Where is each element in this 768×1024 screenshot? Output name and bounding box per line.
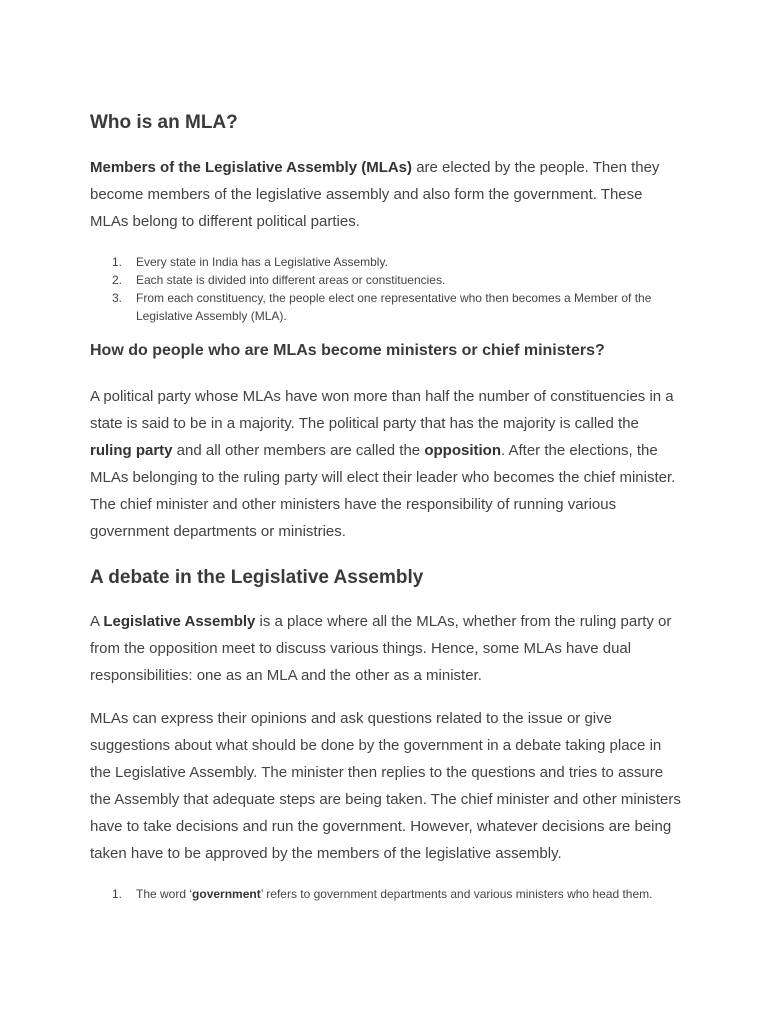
paragraph-text: A (90, 613, 104, 630)
heading-debate-legislative-assembly: A debate in the Legislative Assembly (90, 567, 424, 588)
heading-how-mlas-become-ministers: How do people who are MLAs become ministers or chief ministers? (90, 342, 605, 359)
paragraph-text: are elected by the people. Then they become members of the legislative assembly and also form the government. These MLAs belong to different political parties. (90, 159, 660, 230)
numbered-list-government-note (90, 885, 680, 903)
list-number: 2. (112, 273, 123, 287)
list-number: 1. (112, 255, 123, 269)
list-item-text: From each constituency, the people elect one representative who then becomes a Member of the Legislative Assembly (MLA). (136, 291, 652, 323)
bold-term-government: government (192, 887, 261, 901)
list-item-text: Each state is divided into different areas or constituencies. (136, 273, 446, 287)
bold-term-mlas: Members of the Legislative Assembly (MLAs) (90, 159, 413, 176)
paragraph-text: A political party whose MLAs have won more than half the number of constituencies in a state is said to be in a majority. The political party that has the majority is called the (90, 388, 674, 432)
list-item-text: The word ‘ (136, 887, 193, 901)
bold-term-opposition: opposition (424, 442, 501, 459)
paragraph-text: and all other members are called the (172, 442, 425, 459)
bold-term-ruling-party: ruling party (90, 442, 173, 459)
paragraph-ruling-party (90, 383, 682, 545)
list-item (90, 271, 680, 289)
list-item-text: ’ refers to government departments and various ministers who head them. (260, 887, 653, 901)
list-number: 1. (112, 887, 123, 901)
paragraph-text: . After the elections, the MLAs belonging to the ruling party will elect their leader who becomes the chief minister. The chief minister and other ministers have the responsibility of running various government departments or ministries. (90, 442, 676, 540)
numbered-list-assembly-facts (90, 253, 680, 325)
heading-who-is-mla: Who is an MLA? (90, 112, 238, 133)
bold-term-legislative-assembly: Legislative Assembly (103, 613, 256, 630)
list-item (90, 289, 680, 325)
list-item-text: Every state in India has a Legislative Assembly. (136, 255, 388, 269)
list-item (90, 885, 680, 903)
paragraph-text: is a place where all the MLAs, whether from the ruling party or from the opposition meet to discuss various things. Hence, some MLAs have dual responsibilities: one as an MLA and the other as a minister. (90, 613, 672, 684)
list-number: 3. (112, 291, 123, 305)
paragraph-legislative-assembly (90, 608, 682, 689)
paragraph-mla-definition (90, 154, 682, 235)
paragraph-mla-debate: MLAs can express their opinions and ask questions related to the issue or give suggestions about what should be done by the government in a debate taking place in the Legislative Assembly. The minister then replies to the questions and tries to assure the Assembly that adequate steps are being taken. The chief minister and other ministers have to take decisions and run the government. However, whatever decisions are being taken have to be approved by the members of the legislative assembly. (90, 710, 681, 862)
list-item (90, 253, 680, 271)
